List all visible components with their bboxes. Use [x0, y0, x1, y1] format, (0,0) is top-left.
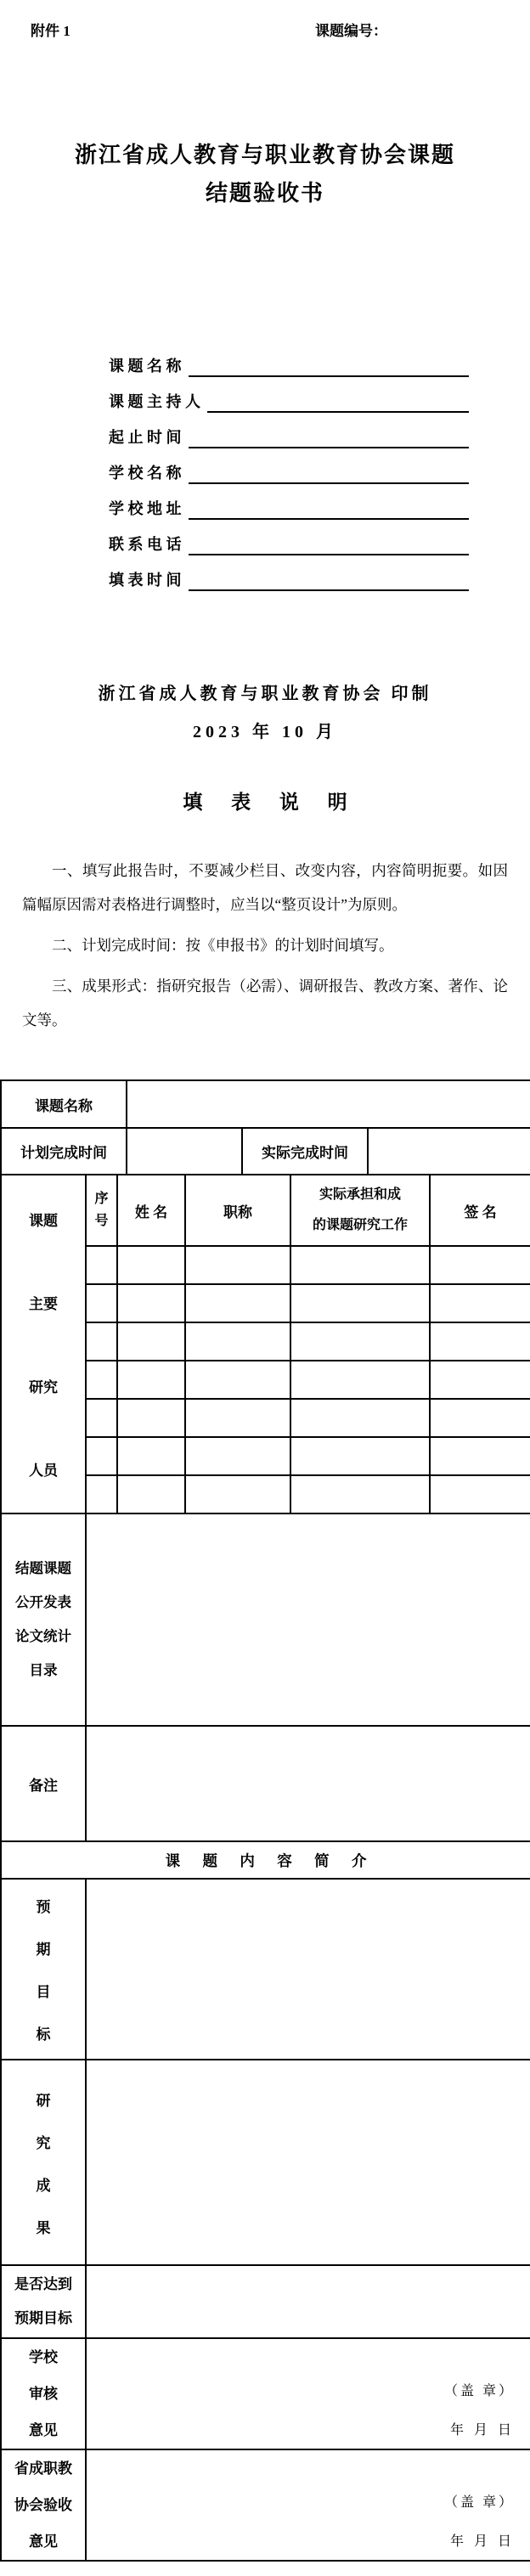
field-school-address: [109, 484, 469, 520]
field-school-name-blank[interactable]: [189, 459, 470, 484]
field-project-leader: [109, 377, 469, 413]
field-school-name: [109, 448, 469, 484]
personnel-work-cell[interactable]: [290, 1361, 430, 1399]
personnel-group-line: 人员: [29, 1463, 58, 1479]
top-line: [0, 0, 530, 58]
field-fill-date-label: 填 表 时 间: [109, 572, 182, 589]
row-papers-directory: [1, 1513, 530, 1726]
remark-value-cell[interactable]: [86, 1726, 530, 1841]
personnel-seq-cell[interactable]: [86, 1475, 117, 1513]
imprint-line: 浙江省成人教育与职业教育协会 印制: [98, 685, 432, 703]
row-research-result: [1, 2060, 530, 2265]
instruction-item-2: 二、计划完成时间：按《申报书》的计划时间填写。: [52, 937, 394, 954]
row-expected-goal: [1, 1879, 530, 2060]
personnel-seq-cell[interactable]: [86, 1399, 117, 1437]
papers-directory-value-cell[interactable]: [86, 1513, 530, 1726]
personnel-seq-cell[interactable]: [86, 1246, 117, 1284]
personnel-work-cell[interactable]: [290, 1399, 430, 1437]
school-review-date-label: 年 月 日: [450, 2423, 516, 2438]
personnel-seq-cell[interactable]: [86, 1284, 117, 1322]
field-duration: [109, 413, 469, 448]
row-project-name: [1, 1080, 530, 1128]
field-duration-blank[interactable]: [189, 423, 470, 448]
personnel-title-cell[interactable]: [185, 1361, 290, 1399]
personnel-seq-cell[interactable]: [86, 1361, 117, 1399]
personnel-name-cell[interactable]: [117, 1246, 185, 1284]
personnel-name-cell[interactable]: [117, 1475, 185, 1513]
personnel-sign-cell[interactable]: [430, 1284, 530, 1322]
papers-directory-label: 结题课题 公开发表 论文统计 目录: [1, 1513, 86, 1726]
personnel-title-cell[interactable]: [185, 1284, 290, 1322]
actual-time-value-cell[interactable]: [368, 1128, 530, 1175]
expected-goal-label: 预 期 目 标: [1, 1879, 86, 2060]
attachment-label: 附件 1: [31, 23, 70, 39]
personnel-name-cell[interactable]: [117, 1361, 185, 1399]
cover-title-line2: 结题验收书: [205, 181, 324, 206]
personnel-seq-cell[interactable]: [86, 1322, 117, 1361]
personnel-group-line: 主要: [29, 1296, 58, 1312]
col-header-name: 姓 名: [117, 1175, 185, 1246]
school-review-value-cell[interactable]: [86, 2338, 530, 2449]
cover-title-line1: 浙江省成人教育与职业教育协会课题: [74, 143, 455, 167]
personnel-work-cell[interactable]: [290, 1246, 430, 1284]
row-personnel-header: [1, 1175, 530, 1246]
personnel-seq-cell[interactable]: [86, 1437, 117, 1475]
row-completion-time: [1, 1128, 530, 1175]
row-association-review: [1, 2449, 530, 2561]
cover-title: [0, 136, 530, 212]
personnel-sign-cell[interactable]: [430, 1322, 530, 1361]
personnel-work-cell[interactable]: [290, 1437, 430, 1475]
field-contact-phone-label: 联 系 电 话: [109, 536, 182, 553]
personnel-name-cell[interactable]: [117, 1322, 185, 1361]
personnel-work-cell[interactable]: [290, 1322, 430, 1361]
personnel-name-cell[interactable]: [117, 1437, 185, 1475]
actual-time-label: 实际完成时间: [242, 1128, 368, 1175]
row-school-review: [1, 2338, 530, 2449]
school-review-stamp-label: （盖 章）: [444, 2384, 516, 2398]
personnel-sign-cell[interactable]: [430, 1475, 530, 1513]
personnel-group-label-lines: [2, 1178, 85, 1511]
planned-time-label: 计划完成时间: [1, 1128, 127, 1175]
school-review-label: 学校 审核 意见: [1, 2338, 86, 2449]
project-name-label: 课题名称: [1, 1080, 127, 1128]
remark-label: 备注: [1, 1726, 86, 1841]
field-project-leader-blank[interactable]: [207, 387, 469, 413]
research-result-value-cell[interactable]: [86, 2060, 530, 2265]
instructions-title: 填 表 说 明: [183, 792, 359, 813]
col-header-seq: 序 号: [86, 1175, 117, 1246]
field-project-name-label: 课 题 名 称: [109, 358, 182, 375]
instruction-item-1: 一、填写此报告时，不要减少栏目、改变内容，内容简明扼要。如因篇幅原因需对表格进行调整时，应当以“整页设计”为原则。: [22, 862, 508, 913]
personnel-group-line: 课题: [29, 1213, 58, 1229]
personnel-name-cell[interactable]: [117, 1284, 185, 1322]
field-fill-date: [109, 555, 469, 591]
personnel-sign-cell[interactable]: [430, 1399, 530, 1437]
field-contact-phone-blank[interactable]: [189, 530, 470, 555]
field-fill-date-blank[interactable]: [189, 566, 470, 591]
personnel-sign-cell[interactable]: [430, 1246, 530, 1284]
personnel-title-cell[interactable]: [185, 1475, 290, 1513]
personnel-group-line: 研究: [29, 1379, 58, 1395]
row-remark: [1, 1726, 530, 1841]
field-project-name-blank[interactable]: [189, 352, 470, 377]
content-intro-title: 课 题 内 容 简 介: [1, 1841, 530, 1879]
col-header-signature: 签 名: [430, 1175, 530, 1246]
personnel-group-label: [1, 1175, 86, 1513]
field-school-name-label: 学 校 名 称: [109, 465, 182, 482]
field-duration-label: 起 止 时 间: [109, 429, 182, 446]
goal-achieved-value-cell[interactable]: [86, 2265, 530, 2338]
instructions-body: [22, 854, 508, 1037]
row-goal-achieved: [1, 2265, 530, 2338]
personnel-work-cell[interactable]: [290, 1284, 430, 1322]
personnel-sign-cell[interactable]: [430, 1361, 530, 1399]
row-content-intro-header: [1, 1841, 530, 1879]
project-name-value-cell[interactable]: [127, 1080, 530, 1128]
personnel-name-cell[interactable]: [117, 1399, 185, 1437]
col-header-work: 实际承担和成 的课题研究工作: [290, 1175, 430, 1246]
imprint-date: 2023 年 10 月: [193, 723, 337, 741]
instruction-item-3: 三、成果形式：指研究报告（必需）、调研报告、教改方案、著作、论文等。: [22, 978, 508, 1029]
col-header-title: 职称: [185, 1175, 290, 1246]
personnel-title-cell[interactable]: [185, 1246, 290, 1284]
expected-goal-value-cell[interactable]: [86, 1879, 530, 2060]
field-project-name: [109, 341, 469, 377]
personnel-sign-cell[interactable]: [430, 1437, 530, 1475]
association-review-label: 省成职教 协会验收 意见: [1, 2449, 86, 2561]
field-school-address-label: 学 校 地 址: [109, 500, 182, 517]
project-number-label: 课题编号：: [315, 23, 387, 39]
field-contact-phone: [109, 520, 469, 555]
association-review-stamp-label: （盖 章）: [444, 2495, 516, 2510]
personnel-title-cell[interactable]: [185, 1399, 290, 1437]
research-result-label: 研 究 成 果: [1, 2060, 86, 2265]
personnel-title-cell[interactable]: [185, 1322, 290, 1361]
association-review-date-label: 年 月 日: [450, 2534, 516, 2549]
field-school-address-blank[interactable]: [189, 494, 470, 520]
cover-fields: [109, 341, 469, 591]
personnel-title-cell[interactable]: [185, 1437, 290, 1475]
goal-achieved-label: 是否达到 预期目标: [1, 2265, 86, 2338]
personnel-work-cell[interactable]: [290, 1475, 430, 1513]
association-review-value-cell[interactable]: [86, 2449, 530, 2561]
acceptance-form-table: [0, 1079, 530, 2562]
planned-time-value-cell[interactable]: [127, 1128, 242, 1175]
field-project-leader-label: 课 题 主 持 人: [109, 393, 200, 410]
